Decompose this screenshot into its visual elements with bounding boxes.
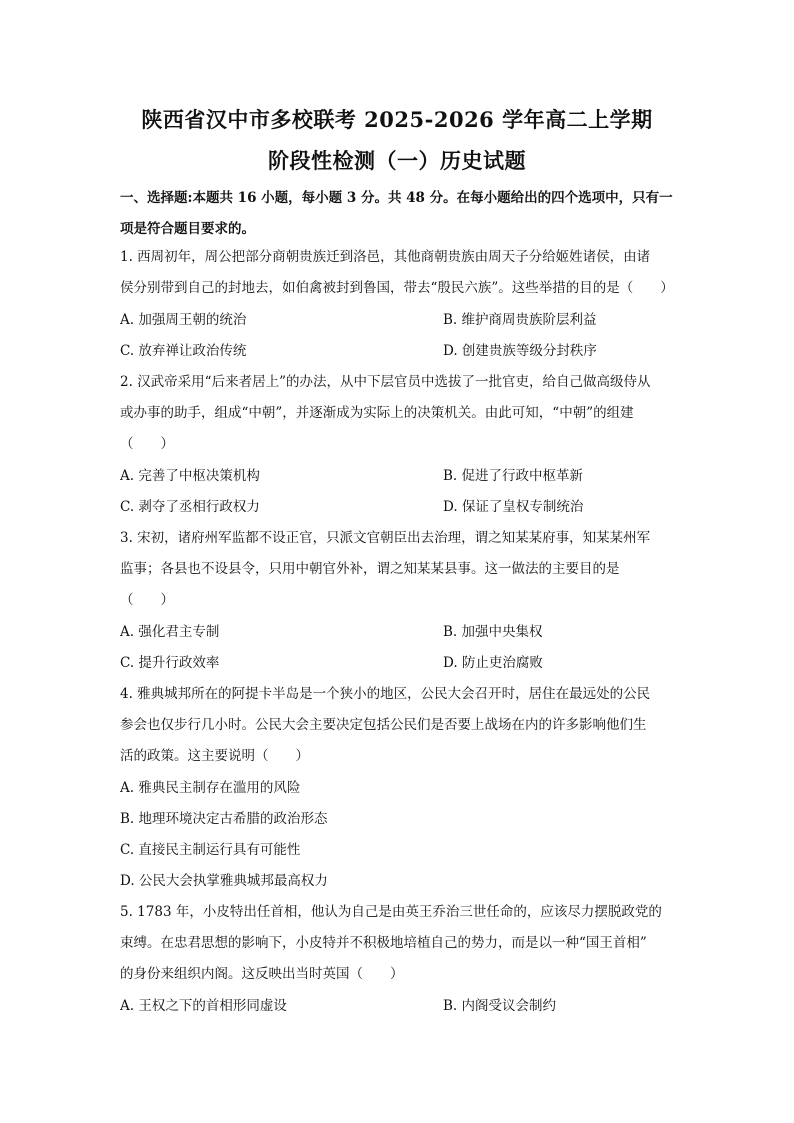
question-1-option-b: B. 维护商周贵族阶层利益	[443, 312, 597, 328]
question-3-stem: （ ）	[120, 592, 174, 608]
page-subtitle: 阶段性检测（一）历史试题	[268, 148, 526, 173]
question-2-stem: 或办事的助手，组成“中朝”，并逐渐成为实际上的决策机关。由此可知，“中朝”的组建	[120, 405, 634, 421]
section-instructions	[120, 183, 680, 245]
question-1-stem: 1. 西周初年，周公把部分商朝贵族迁到洛邑，其他商朝贵族由周天子分给姬姓诸侯，由诸	[120, 249, 651, 265]
question-3-option-a: A. 强化君主专制	[120, 624, 220, 640]
question-2-option-a: A. 完善了中枢决策机构	[120, 468, 260, 484]
question-5-stem: 束缚。在忠君思想的影响下，小皮特并不积极地培植自己的势力，而是以一种“国王首相”	[120, 935, 647, 951]
page-title: 陕西省汉中市多校联考 2025-2026 学年高二上学期	[141, 107, 653, 132]
question-5-stem: 的身份来组织内阁。这反映出当时英国（ ）	[120, 966, 404, 982]
question-5-option-a: A. 王权之下的首相形同虚设	[120, 998, 287, 1014]
question-2-option-d: D. 保证了皇权专制统治	[443, 499, 584, 515]
question-1-option-c: C. 放弃禅让政治传统	[120, 343, 247, 359]
question-2-stem: 2. 汉武帝采用“后来者居上”的办法，从中下层官员中选拔了一批官吏，给自己做高级侍从	[120, 374, 651, 390]
question-4-stem: 参会也仅步行几小时。公民大会主要决定包括公民们是否要上战场在内的许多影响他们生	[120, 717, 647, 733]
question-2-option-b: B. 促进了行政中枢革新	[443, 468, 584, 484]
question-4-option-d: D. 公民大会执掌雅典城邦最高权力	[120, 873, 328, 889]
question-4-option-b: B. 地理环境决定古希腊的政治形态	[120, 811, 328, 827]
question-4-option-a: A. 雅典民主制存在滥用的风险	[120, 780, 301, 796]
question-1-option-d: D. 创建贵族等级分封秩序	[443, 343, 597, 359]
question-5-stem: 5. 1783 年，小皮特出任首相，他认为自己是由英王乔治三世任命的，应该尽力摆脱政党的	[120, 904, 662, 920]
question-3-option-b: B. 加强中央集权	[443, 624, 543, 640]
question-4-option-c: C. 直接民主制运行具有可能性	[120, 842, 301, 858]
question-3-stem: 3. 宋初，诸府州军监都不设正官，只派文官朝臣出去治理，谓之知某某府事，知某某州军	[120, 530, 651, 546]
instructions-line: 一、选择题:本题共 16 小题，每小题 3 分。共 48 分。在每小题给出的四个选项中，只有一	[120, 190, 673, 206]
question-1-stem: 侯分别带到自己的封地去，如伯禽被封到鲁国，带去“殷民六族”。这些举措的目的是（ ）	[120, 280, 674, 296]
question-1-option-a: A. 加强周王朝的统治	[120, 312, 247, 328]
question-2-option-c: C. 剥夺了丞相行政权力	[120, 499, 260, 515]
question-4-stem: 4. 雅典城邦所在的阿提卡半岛是一个狭小的地区，公民大会召开时，居住在最远处的公民	[120, 686, 651, 702]
question-3-option-d: D. 防止吏治腐败	[443, 655, 543, 671]
question-2-stem: （ ）	[120, 436, 174, 452]
question-3-stem: 监事；各县也不设县令，只用中朝官外补，谓之知某某县事。这一做法的主要目的是	[120, 561, 620, 577]
instructions-line: 项是符合题目要求的。	[120, 221, 255, 237]
question-4-stem: 活的政策。这主要说明（ ）	[120, 748, 309, 764]
question-5-option-b: B. 内阁受议会制约	[443, 998, 557, 1014]
question-3-option-c: C. 提升行政效率	[120, 655, 220, 671]
